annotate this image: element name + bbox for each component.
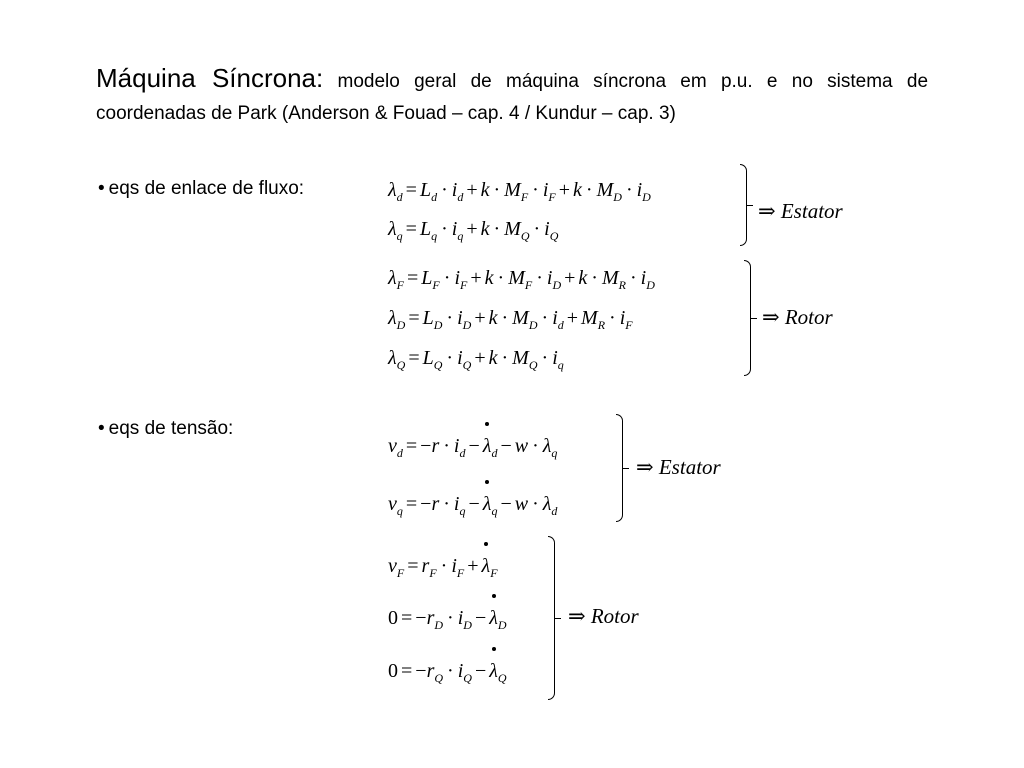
eq-lambda-d: $\lambda_d = L_d \cdot i_d + k \cdot M_F \cdot i_F + k \cdot M_D \cdot i_D$ (388, 179, 651, 204)
brace-flux-rotor (744, 260, 751, 376)
bullet-flux: • eqs de enlace de fluxo: (98, 178, 305, 199)
eq-v-q: $v_q = -r \cdot i_q - \lambda_q - w \cdot \lambda_d$ (388, 493, 558, 518)
title-subtitle: modelo geral de máquina síncrona em p.u. e no sistema de coordenadas de Park (Anderson & Fouad – cap. 4 / Kundur – cap. 3) (96, 71, 929, 124)
eq-lambda-D: $\lambda_D = L_D \cdot i_D + k \cdot M_D \cdot i_d + M_R \cdot i_F$ (388, 307, 633, 332)
result-flux-rotor: ⇒ Rotor (762, 305, 833, 329)
eq-v-d: $v_d = -r \cdot i_d - \lambda_d - w \cdot \lambda_q$ (388, 435, 558, 460)
brace-flux-stator (740, 164, 747, 246)
brace-voltage-stator (616, 414, 623, 522)
slide-title (96, 62, 928, 130)
bullet-voltage: • eqs de tensão: (98, 418, 234, 439)
eq-zero-D: $0 = -r_D \cdot i_D - \lambda_D$ (388, 607, 507, 632)
eq-lambda-F: $\lambda_F = L_F \cdot i_F + k \cdot M_F \cdot i_D + k \cdot M_R \cdot i_D$ (388, 267, 655, 292)
result-voltage-stator: ⇒ Estator (636, 455, 721, 479)
eq-v-F: $v_F = r_F \cdot i_F + \lambda_F$ (388, 555, 498, 580)
result-voltage-rotor: ⇒ Rotor (568, 604, 639, 628)
result-flux-stator: ⇒ Estator (758, 199, 843, 223)
brace-voltage-rotor (548, 536, 555, 700)
eq-zero-Q: $0 = -r_Q \cdot i_Q - \lambda_Q$ (388, 660, 507, 685)
bullet-flux-label: eqs de enlace de fluxo: (108, 178, 305, 199)
eq-lambda-Q: $\lambda_Q = L_Q \cdot i_Q + k \cdot M_Q \cdot i_q$ (388, 347, 564, 372)
title-heading: Máquina Síncrona: (96, 63, 324, 93)
bullet-voltage-label: eqs de tensão: (108, 418, 234, 439)
eq-lambda-q: $\lambda_q = L_q \cdot i_q + k \cdot M_Q \cdot i_Q$ (388, 218, 559, 243)
